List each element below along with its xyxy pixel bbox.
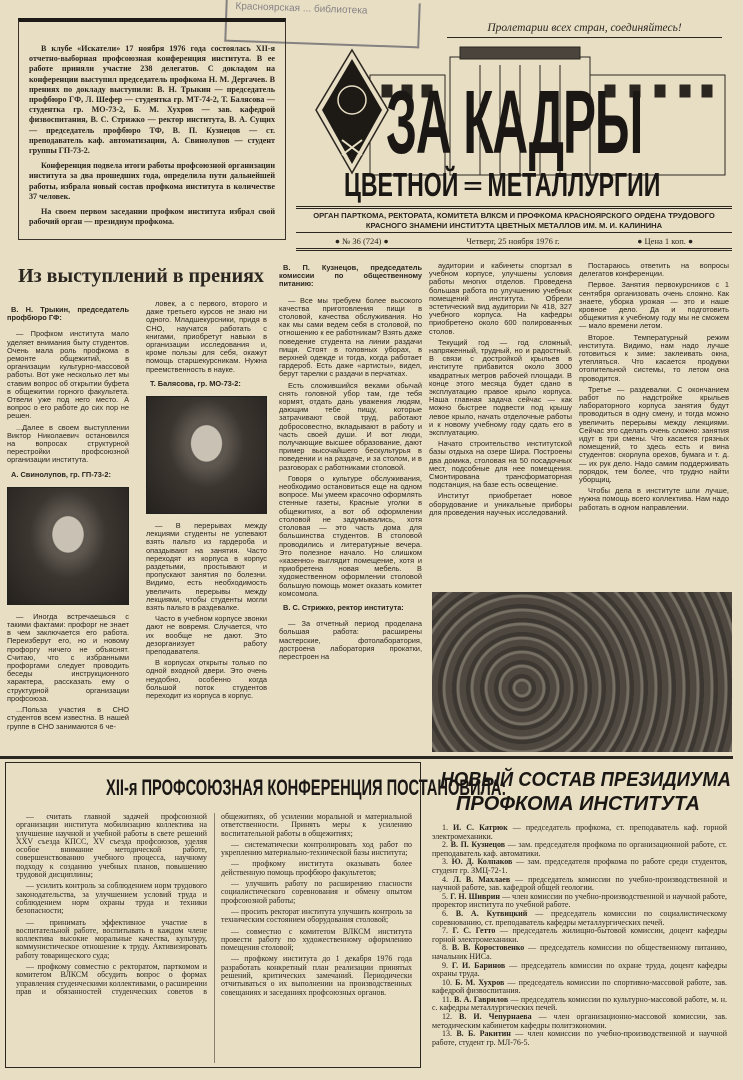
presidium-member xyxy=(432,841,727,858)
presidium-member xyxy=(432,996,727,1013)
member-name: В. В. Коростовенко xyxy=(451,943,525,953)
debate-section-title: Из выступлений в прениях xyxy=(18,265,264,287)
member-role: — член комиссии по учебно-производственной и научной работе, студент гр. МЛ-76-5. xyxy=(432,1029,728,1047)
member-number: 8. xyxy=(442,943,448,953)
speech-paragraph: Есть сложившийся веками обычай снять головной убор там, где тебя кормят, отдать дань уважения людям, дающим тебе пищу, которые затрачивают свой труд, работают добросовестно, вкладывают в работу и часть своей души. И вот люди, получающие высшее образование, дают пример высочайшего бескультурья в поведении и на раздаче, и за столом, и в разговорах с работниками столовой. xyxy=(279,380,422,472)
member-name: В. П. Кузнецов xyxy=(450,840,506,850)
presidium-member xyxy=(432,824,727,841)
speech-paragraph: аудитории и кабинеты спортзал в учебном корпусе, улучшены условия работы многих отделов. Проведена большая работа по улучшению учебных помещений института. Обрели эстетический вид аудитории № 418, 327 учебного корпуса. На кафедры приобретено около 600 полированных столов. xyxy=(429,261,572,336)
member-number: 7. xyxy=(442,926,448,936)
member-name: Л. В. Махлаев xyxy=(452,874,511,884)
presidium-member xyxy=(432,944,727,961)
slogan: Пролетарии всех стран, соединяйтесь! xyxy=(447,22,722,38)
issue-number: ● № 36 (724) ● xyxy=(334,235,389,246)
member-name: В. Б. Ракитин xyxy=(456,1029,511,1039)
presidium-member xyxy=(432,927,727,944)
presidium-member xyxy=(432,893,727,910)
debate-column-3 xyxy=(279,258,422,754)
member-number: 3. xyxy=(442,857,448,867)
speech-paragraph: ...Польза участия в СНО студентов всем известна. В нашей группе в СНО занимаются 6 че- xyxy=(7,705,129,731)
speech-paragraph: Чтобы дела в институте шли лучше, нужна помощь всего коллектива. Нам надо работать в одном направлении. xyxy=(579,486,729,512)
newspaper-subtitle: ЦВЕТНОЙ ═ МЕТАЛЛУРГИИ xyxy=(344,166,661,203)
speech-paragraph: — В перерывах между лекциями студенты не успевают взять пальто из гардероба и опаздывают на занятия. Часто переходят из корпуса в корпус раздетыми, простывают и пропускают занятия по болезни. Видимо, есть необходимость увеличить перерывы между лекциями, чтобы студенты могли взять пальто в раздевалке. xyxy=(146,521,267,613)
member-number: 2. xyxy=(442,840,448,850)
member-role: — зам. председателя профкома по работе среди студентов, студент гр. ЗМЦ-72-1. xyxy=(432,857,728,875)
speech-paragraph: — За отчетный период проделана большая работа: расширены мастерские, фотолаборатория, достроена лаборатория прокатки, перестроен на xyxy=(279,619,422,661)
resolution-item: — принимать эффективное участие в воспитательной работе, воспитывать в каждом члене коллектива высокие моральные качества, культуру, коммунистическое отношение к труду. Активизировать работу товарищеского суда; xyxy=(16,917,207,960)
resolution-title-wrap xyxy=(6,775,507,801)
debate-column-4 xyxy=(429,262,572,588)
presidium-member xyxy=(432,1013,727,1030)
issue-line xyxy=(296,233,732,251)
member-role: — председатель профкома, ст. преподаватель каф. горной электромеханики. xyxy=(432,823,728,841)
member-name: Б. М. Хухров xyxy=(455,977,505,987)
speech-paragraph: Третье — раздевалки. С окончанием работ по надстройке крыльев лабораторного корпуса занятия будут проводиться в одну смену, и тогда можно увеличить перерывы между лекциями. Сейчас это сделать очень сложно: занятия идут в три смены. Что касается грязных помещений, то здесь есть и вина студентов: скорлупа орехов, бумага и т. д. — их рук дело. Надо самим поддерживать порядок, тем более, что трудно найти уборщиц. xyxy=(579,384,729,485)
presidium-member xyxy=(432,858,727,875)
intro-paragraph: В клубе «Искатели» 17 ноября 1976 года состоялась XII-я отчетно-выборная профсоюзная конференция института. В ее работе приняли участие 238 делегатов. С докладом на конференции выступил председатель профкома Н. М. Дергачев. В прениях по докладу выступили: В. Н. Трыкин — председатель профбюро ГФ, Л. Шефер — студентка гр. МТ-74-2, Т. Балясова — студентка гр. МО-73-2, Б. М. Хухров — зав. кафедрой физвоспитания, В. С. Стрижко — ректор института, В. А. Сущих — председатель профбюро ТФ, В. П. Кузнецов — ст. преподаватель каф. автоматизации, А. Свинолупов — студент группы ГП-73-2. xyxy=(29,44,275,156)
resolution-item: — систематически контролировать ход работ по укреплению материально-технической базы института; xyxy=(221,839,412,858)
masthead-footer xyxy=(296,206,732,251)
member-number: 9. xyxy=(442,960,448,970)
debate-column-1 xyxy=(7,300,129,754)
member-role: — член организационно-массовой комиссии, зав. методическим кабинетом кафедры политэкономии. xyxy=(432,1012,727,1030)
speaker-name: А. Свинолупов, гр. ГП-73-2: xyxy=(11,469,111,479)
member-number: 10. xyxy=(442,977,452,987)
member-number: 1. xyxy=(442,823,448,832)
newspaper-title: ЗА КАДРЫ xyxy=(386,73,643,173)
speech-paragraph: — Все мы требуем более высокого качества приготовления пищи в столовой, качества обслуживания. Но как мы сами ведем себя в столовой, по отношению к ее работникам? Взять даже поведение студента на линии раздачи пищи. Стоят в головных уборах, в верхней одежде и тогда, когда работает гардероб. Есть даже «артисты», видел, берут тарелки с раздачи в перчатках. xyxy=(279,295,422,379)
member-number: 5. xyxy=(442,891,448,901)
member-number: 12. xyxy=(442,1012,452,1022)
debate-column-2 xyxy=(146,300,267,754)
presidium-title-line: НОВЫЙ СОСТАВ ПРЕЗИДИУМА xyxy=(440,769,731,791)
presidium-member xyxy=(432,1030,727,1047)
debate-column-5 xyxy=(579,262,729,588)
member-role: — председатель жилищно-бытовой комиссии, доцент кафедры горной электромеханики. xyxy=(432,926,728,944)
speech-paragraph: — Профком института мало уделяет внимания быту студентов. Очень мала роль профкома в ремонте общежитий, в организации культурно-массовой работы. Вот уже несколько лет мы ставим вопрос об открытии буфета в общежитии горного факультета. Отвели уже под него место. А вопрос о его работе до сих пор не решен. xyxy=(7,329,129,421)
speech-paragraph: — Иногда встречаешься с такими фактами: профорг не знает в чем заключается его работа. Переизберут его, но и новому профоргу ничего не объяснят. Считаю, что с избранными профоргами следует проводить беседы инструкционного характера, рассказать ему о структурной организации профсоюза. xyxy=(7,611,129,703)
intro-paragraph: На своем первом заседании профком института избрал свой рабочий орган — президиум профкома. xyxy=(29,207,275,227)
presidium-member xyxy=(432,962,727,979)
member-name: И. С. Катрюк xyxy=(453,823,508,832)
intro-paragraph: Конференция подвела итоги работы профсоюзной организации института за два прошедших года, определила пути дальнейшей работы, избрала новый состав профкома института в количестве 37 человек. xyxy=(29,161,275,201)
resolution-item: — совместно с комитетом ВЛКСМ института провести работу по художественному оформлению помещения столовой; xyxy=(221,926,412,953)
stamp-text: Красноярская ... библиотека xyxy=(235,0,368,17)
speech-paragraph: Текущий год — год сложный, напряженный, трудный, но и радостный. В связи с достройкой крыльев в институте прибавится около 3000 квадратных метров рабочей площади. В конце этого месяца будет сдано в эксплуатацию правое крыло корпуса. Наша главная задача сейчас — как можно быстрее подвести под крышу левое крыло, начать отделочные работы и к новому учебному году сдать его в эксплуатацию. xyxy=(429,337,572,438)
member-role: — председатель комиссии по социалистическому соревнованию, ст. преподаватель кафедры металлургических печей. xyxy=(432,908,728,927)
speech-paragraph: Начато строительство институтской базы отдыха на озере Шира. Построены два домика, столовая на 50 посадочных мест, подсобные для нее помещения. Смонтирована трансформаторная подстанция, на базе есть освещение. xyxy=(429,439,572,490)
resolution-item: — профкому института оказывать более действенную помощь профбюро факультетов; xyxy=(221,859,412,877)
resolution-item: — усилить контроль за соблюдением норм трудового законодательства, за улучшением условий труда и соблюдением норм охраны труда и техники безопасности; xyxy=(16,881,207,916)
resolution-title: XII-я ПРОФСОЮЗНАЯ КОНФЕРЕНЦИЯ ПОСТАНОВИЛА: xyxy=(106,775,507,800)
speaker-name: В. П. Кузнецов, председатель комиссии по общественному питанию: xyxy=(279,263,422,289)
presidium-title-line: ПРОФКОМА ИНСТИТУТА xyxy=(456,793,700,815)
speaker-name: В. Н. Трыкин, председатель профбюро ГФ: xyxy=(7,305,129,323)
speaker-name: В. С. Стрижко, ректор института: xyxy=(283,602,404,612)
resolution-item: — просить ректорат института улучшить контроль за техническим состоянием оборудования столовой; xyxy=(221,906,412,925)
member-name: В. А. Кутвицкий xyxy=(455,908,528,918)
speech-paragraph: Часто в учебном корпусе звонки дают не вовремя. Случается, что их вообще не дают. Это дезорганизует работу преподавателя. xyxy=(146,614,267,657)
conference-audience-photo xyxy=(432,592,732,752)
publisher-line: ОРГАН ПАРТКОМА, РЕКТОРАТА, КОМИТЕТА ВЛКСМ И ПРОФКОМА КРАСНОЯРСКОГО ОРДЕНА ТРУДОВОГО КРАСНОГО ЗНАМЕНИ ИНСТИТУТА ЦВЕТНЫХ МЕТАЛЛОВ ИМ. М. И. КАЛИНИНА xyxy=(296,206,732,233)
member-name: Г. И. Баринов xyxy=(451,960,506,970)
emblem-rhombus xyxy=(316,50,388,173)
speaker-photo xyxy=(7,487,129,605)
speech-paragraph: Второе. Температурный режим института. Видимо, нам надо лучше готовиться к зиме: заклеивать окна, утепляться. Что касается продувки отопительной системы, то летом она проводится. xyxy=(579,332,729,383)
speech-paragraph: В корпусах открыты только по одной входной двери. Это очень неудобно, особенно когда большой поток студентов переходит из корпуса в корпус. xyxy=(146,658,267,701)
presidium-title xyxy=(428,768,731,816)
member-role: — председатель комиссии по общественному питанию, начальник НИСа. xyxy=(432,943,728,961)
resolution-item: — профкому совместно с ректоратом, парткомом и комитетом ВЛКСМ обсудить вопрос о формах управления студенческими коллективами, о расширении прав и обязанностей студенческих советов в общежитиях, об усилении моральной и материальной ответственности. Принять меры к усилению воспитательной работы в общежитиях; xyxy=(16,812,412,996)
resolution-item: — профкому института до 1 декабря 1976 года разработать конкретный план реализации принятых решений, критических замечаний. Периодически отчитываться о их выполнении на производственных совещаниях и заседаниях профсоюзных органов. xyxy=(221,954,412,997)
speaker-name: Т. Балясова, гр. МО-73-2: xyxy=(150,378,241,388)
member-role: — председатель комиссии по охране труда, доцент кафедры охраны труда. xyxy=(432,960,728,979)
member-number: 11. xyxy=(442,994,452,1004)
presidium-member xyxy=(432,979,727,996)
member-role: — зам. председателя профкома по организационной работе, ст. преподаватель каф. автоматики. xyxy=(432,840,728,858)
member-name: Ю. Д. Колпаков xyxy=(451,857,513,867)
section-divider xyxy=(0,756,733,759)
presidium-member-list xyxy=(432,824,727,1047)
speech-paragraph: Говоря о культуре обслуживания, необходимо остановиться еще на одном вопросе. Мы умеем красочно оформлять стенные газеты, Красные уголки в общежитиях, а вот об оформлении столовой не задумывались, хотя столовая — это часть дома для большинства студентов. В столовой проводились и литературные вечера. Это полезное начало. Но слишком «казенно» выглядит помещение, хотя и приобретена новая мебель. В художественном оформлении столовой большую помощь может оказать комитет комсомола. xyxy=(279,473,422,598)
issue-date: Четверг, 25 ноября 1976 г. xyxy=(466,235,560,246)
speaker-photo xyxy=(146,396,267,514)
resolution-item: — считать главной задачей профсоюзной организации института мобилизацию коллектива на улучшение научной и учебной работы в свете решений XXV съезда КПСС, XV съезда профсоюзов, уделяя особое внимание методической работе, совершенствованию учебного процесса, научному подходу к созданию учебных планов, повышению трудовой дисциплины; xyxy=(16,812,207,880)
member-number: 6. xyxy=(442,908,448,918)
presidium-member xyxy=(432,876,727,893)
member-number: 4. xyxy=(442,874,448,884)
member-role: — председатель комиссии по спортивно-массовой работе, зав. кафедрой физвоспитания. xyxy=(432,977,727,996)
speech-paragraph: Институт приобретает новое оборудование и уникальные приборы для проведения научных исследований. xyxy=(429,491,572,517)
member-number: 13. xyxy=(442,1029,452,1039)
member-role: — член комиссии по учебно-производственной и научной работе, проректор института по учебной работе. xyxy=(432,891,728,910)
member-name: В. И. Чепурнаева xyxy=(459,1012,532,1022)
member-name: В. А. Гаврилов xyxy=(454,994,509,1004)
issue-price: ● Цена 1 коп. ● xyxy=(637,235,694,246)
resolution-item: — улучшить работу по расширению гласности социалистического соревнования и обмену опытом профсоюзной работы; xyxy=(221,879,412,905)
member-role: — председатель комиссии по учебно-производственной и научной работе, зав. кафедрой общей геологии. xyxy=(432,874,728,893)
speech-paragraph: Постараюсь ответить на вопросы делегатов конференции. xyxy=(579,261,729,279)
presidium-member xyxy=(432,910,727,927)
member-name: Г. Н. Шиврин xyxy=(450,891,501,901)
speech-paragraph: Первое. Занятия первокурсников с 1 сентября организовать очень сложно. Как знаете, уборка урожая — это и наше кровное дело. Да и подготовить общежития к учебному году мы не сможем — мало времени летом. xyxy=(579,280,729,331)
member-role: — председатель комиссии по культурно-массовой работе, м. н. с. кафедры металлургических печей. xyxy=(432,994,728,1013)
speech-paragraph: ловек, а с первого, второго и даже третьего курсов не знаю ни одного. Младшекурсники, придя в СНО, научатся работать с книгами, приобретут навыки в организации исследования и, кроме пользы для себя, окажут помощь старшекурсникам. Нужна преемственность в науке. xyxy=(146,299,267,374)
intro-box xyxy=(18,18,286,240)
resolution-items xyxy=(16,813,412,1063)
member-name: Г. С. Гетто xyxy=(452,926,496,936)
speech-paragraph: ...Далее в своем выступлении Виктор Николаевич остановился на вопросах структурной перестройки профсоюзной организации института. xyxy=(7,422,129,465)
